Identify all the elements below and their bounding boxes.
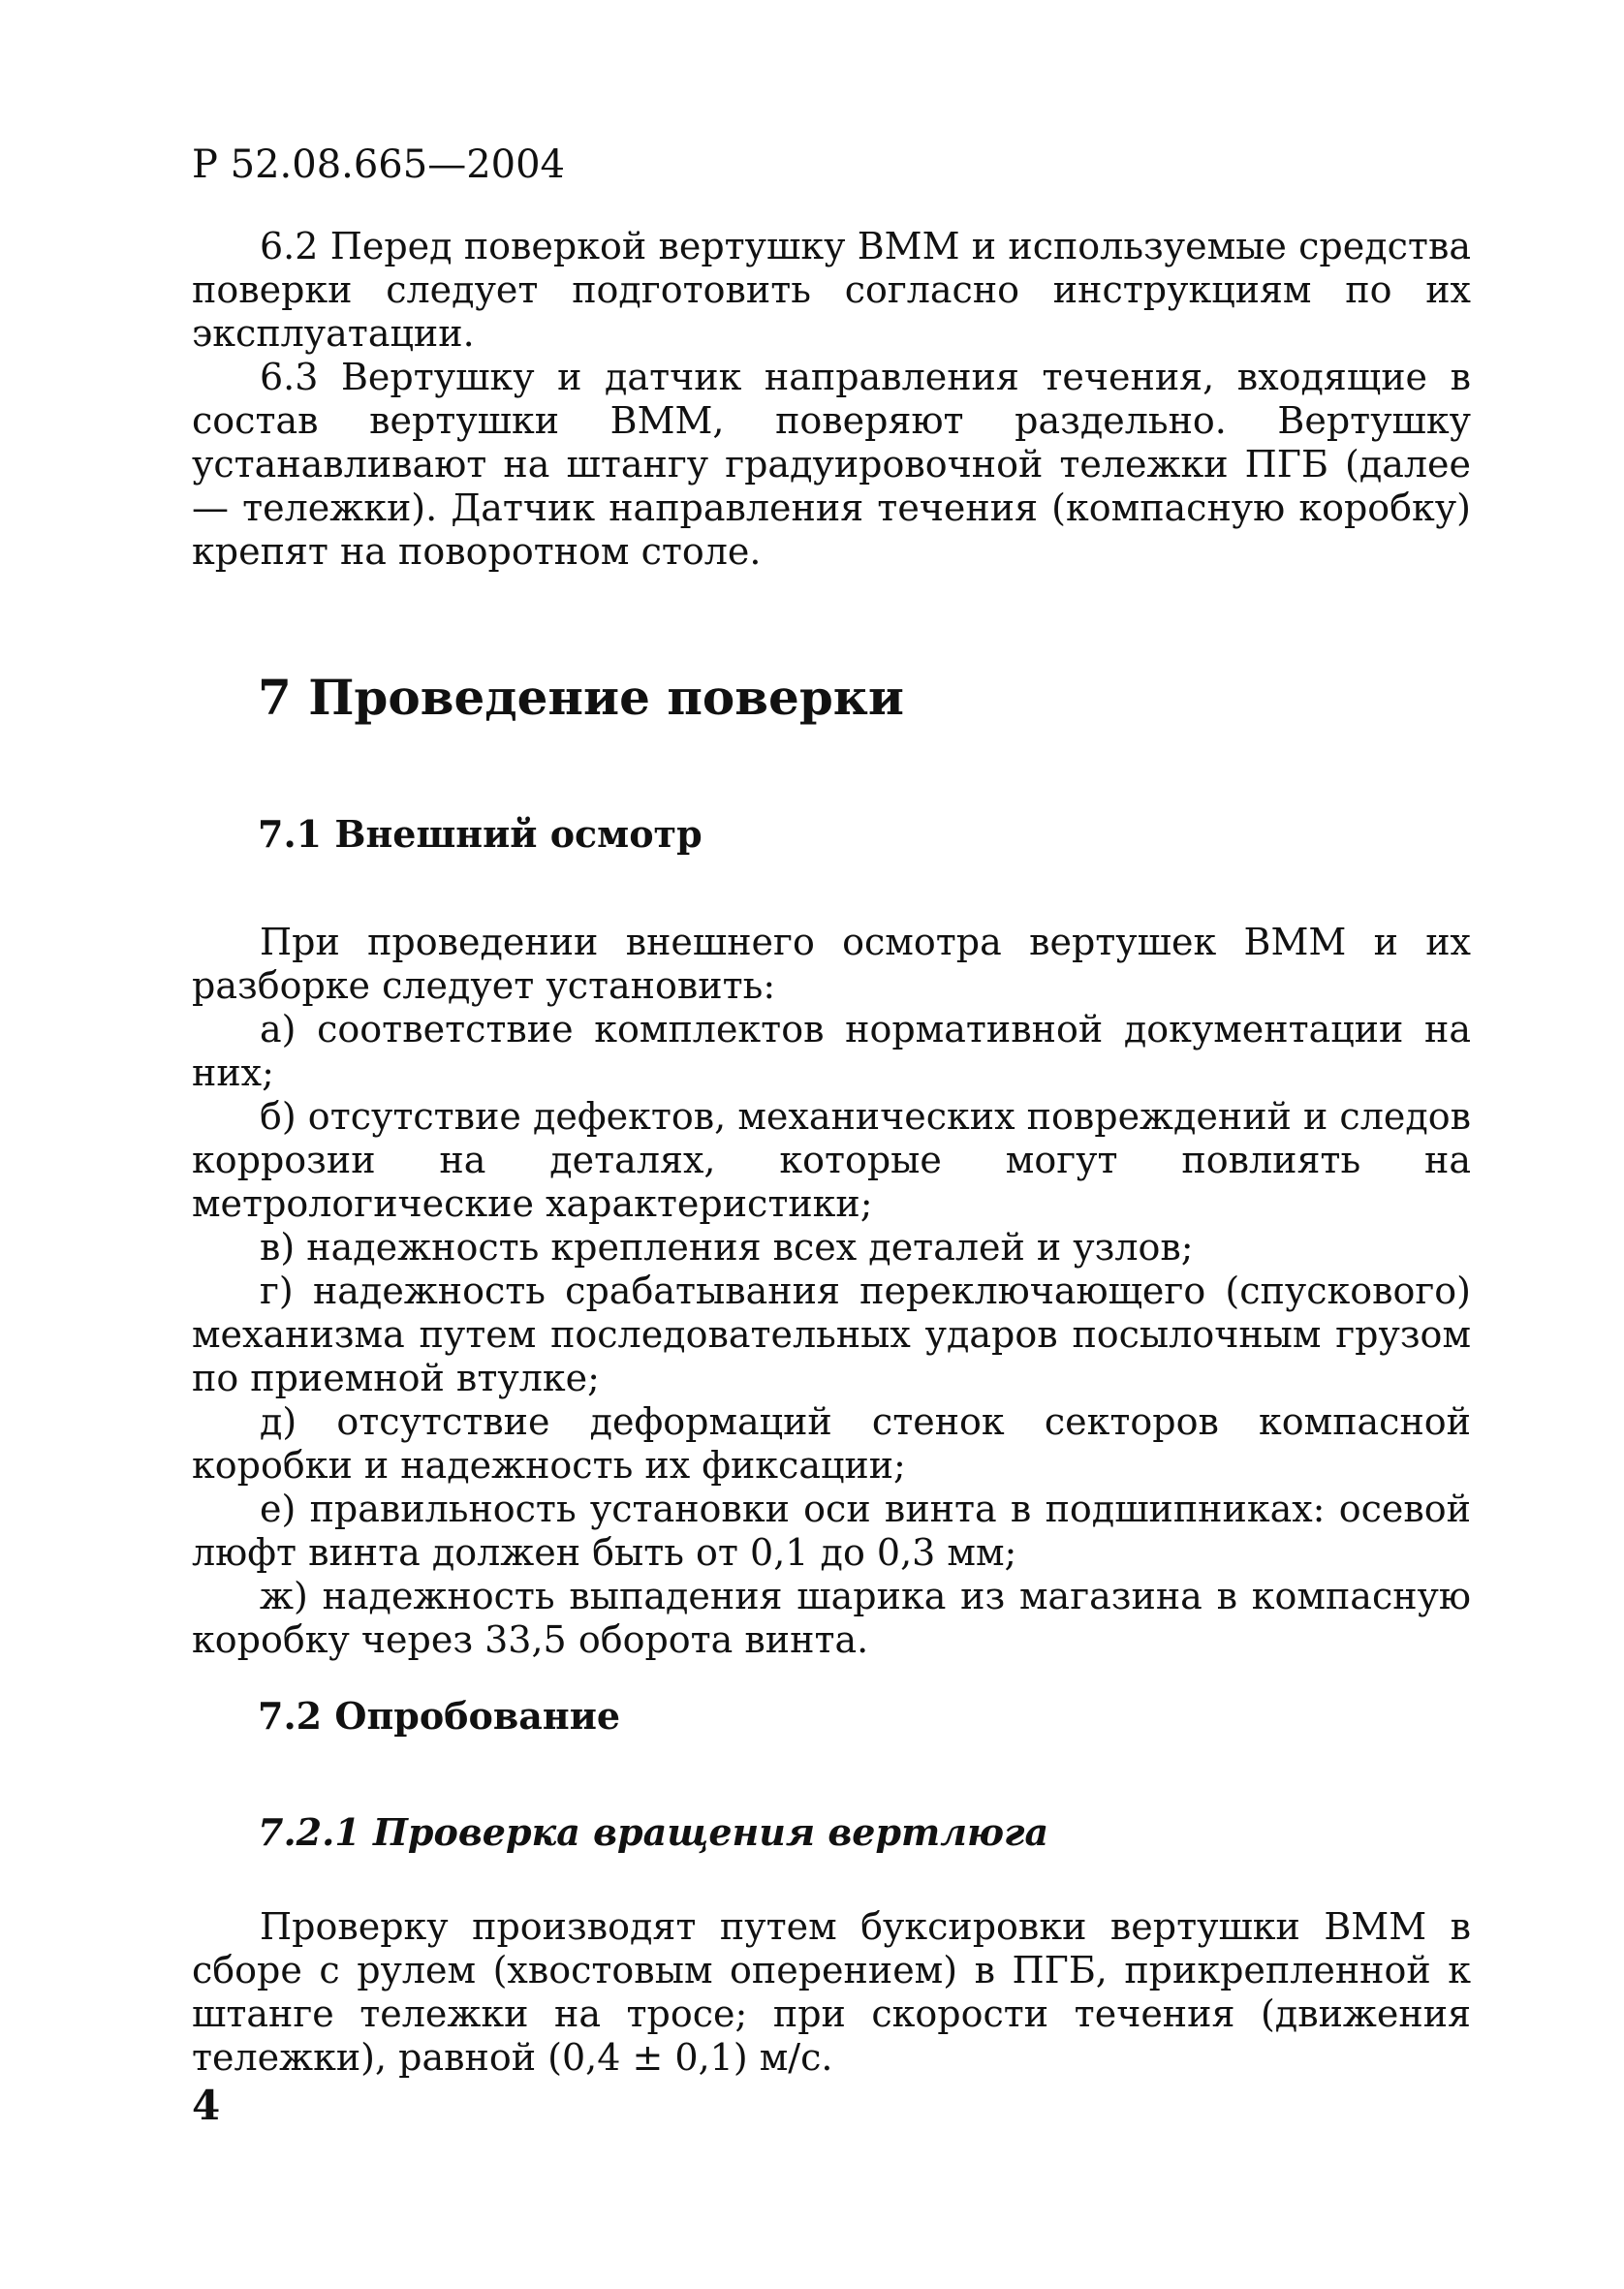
list-item-v: в) надежность крепления всех деталей и узлов;: [260, 1226, 1194, 1269]
list-item-d: д) отсутствие деформаций стенок секторов компасной коробки и надежность их фиксации;: [192, 1400, 1471, 1487]
list-item-b: б) отсутствие дефектов, механических повреждений и следов коррозии на деталях, которые могут повлиять на метрологические характеристики;: [192, 1095, 1471, 1225]
section-title: 7 Проведение поверки: [258, 669, 904, 726]
rotation-check-text: Проверку производят путем буксировки вертушки ВММ в сборе с рулем (хвостовым оперением) в ПГБ, прикрепленной к штанге тележки на тросе; при скорости течения (движения тележки), равной (0,4 ± 0,1) м/с.: [192, 1905, 1471, 2079]
inspection-intro: При проведении внешнего осмотра вертушек ВММ и их разборке следует установить:: [192, 921, 1471, 1007]
paragraph-6-2: 6.2 Перед поверкой вертушку ВММ и используемые средства поверки следует подготовить согласно инструкциям по их эксплуатации.: [192, 225, 1471, 355]
list-item-g: г) надежность срабатывания переключающего (спускового) механизма путем последовательных ударов посылочным грузом по приемной втулке;: [192, 1270, 1471, 1399]
subsection-7-1-title: 7.1 Внешний осмотр: [258, 812, 703, 856]
subsection-7-2-1-title: 7.2.1 Проверка вращения вертлюга: [258, 1810, 1049, 1854]
rotation-check-block: [192, 1905, 1471, 2080]
page-number: 4: [192, 2082, 221, 2129]
document-code: Р 52.08.665—2004: [192, 142, 565, 187]
list-item-e: е) правильность установки оси винта в подшипниках: осевой люфт винта должен быть от 0,1 до 0,3 мм;: [192, 1488, 1471, 1574]
list-item-zh: ж) надежность выпадения шарика из магазина в компасную коробку через 33,5 оборота винта.: [192, 1575, 1471, 1661]
inspection-block: [192, 921, 1471, 1662]
preparation-block: [192, 225, 1471, 574]
paragraph-6-3: 6.3 Вертушку и датчик направления течения, входящие в состав вертушки ВММ, поверяют раздельно. Вертушку устанавливают на штангу градуировочной тележки ПГБ (далее — тележки). Датчик направления течения (компасную коробку) крепят на поворотном столе.: [192, 356, 1471, 573]
list-item-a: а) соответствие комплектов нормативной документации на них;: [192, 1008, 1471, 1094]
subsection-7-2-title: 7.2 Опробование: [258, 1694, 621, 1738]
